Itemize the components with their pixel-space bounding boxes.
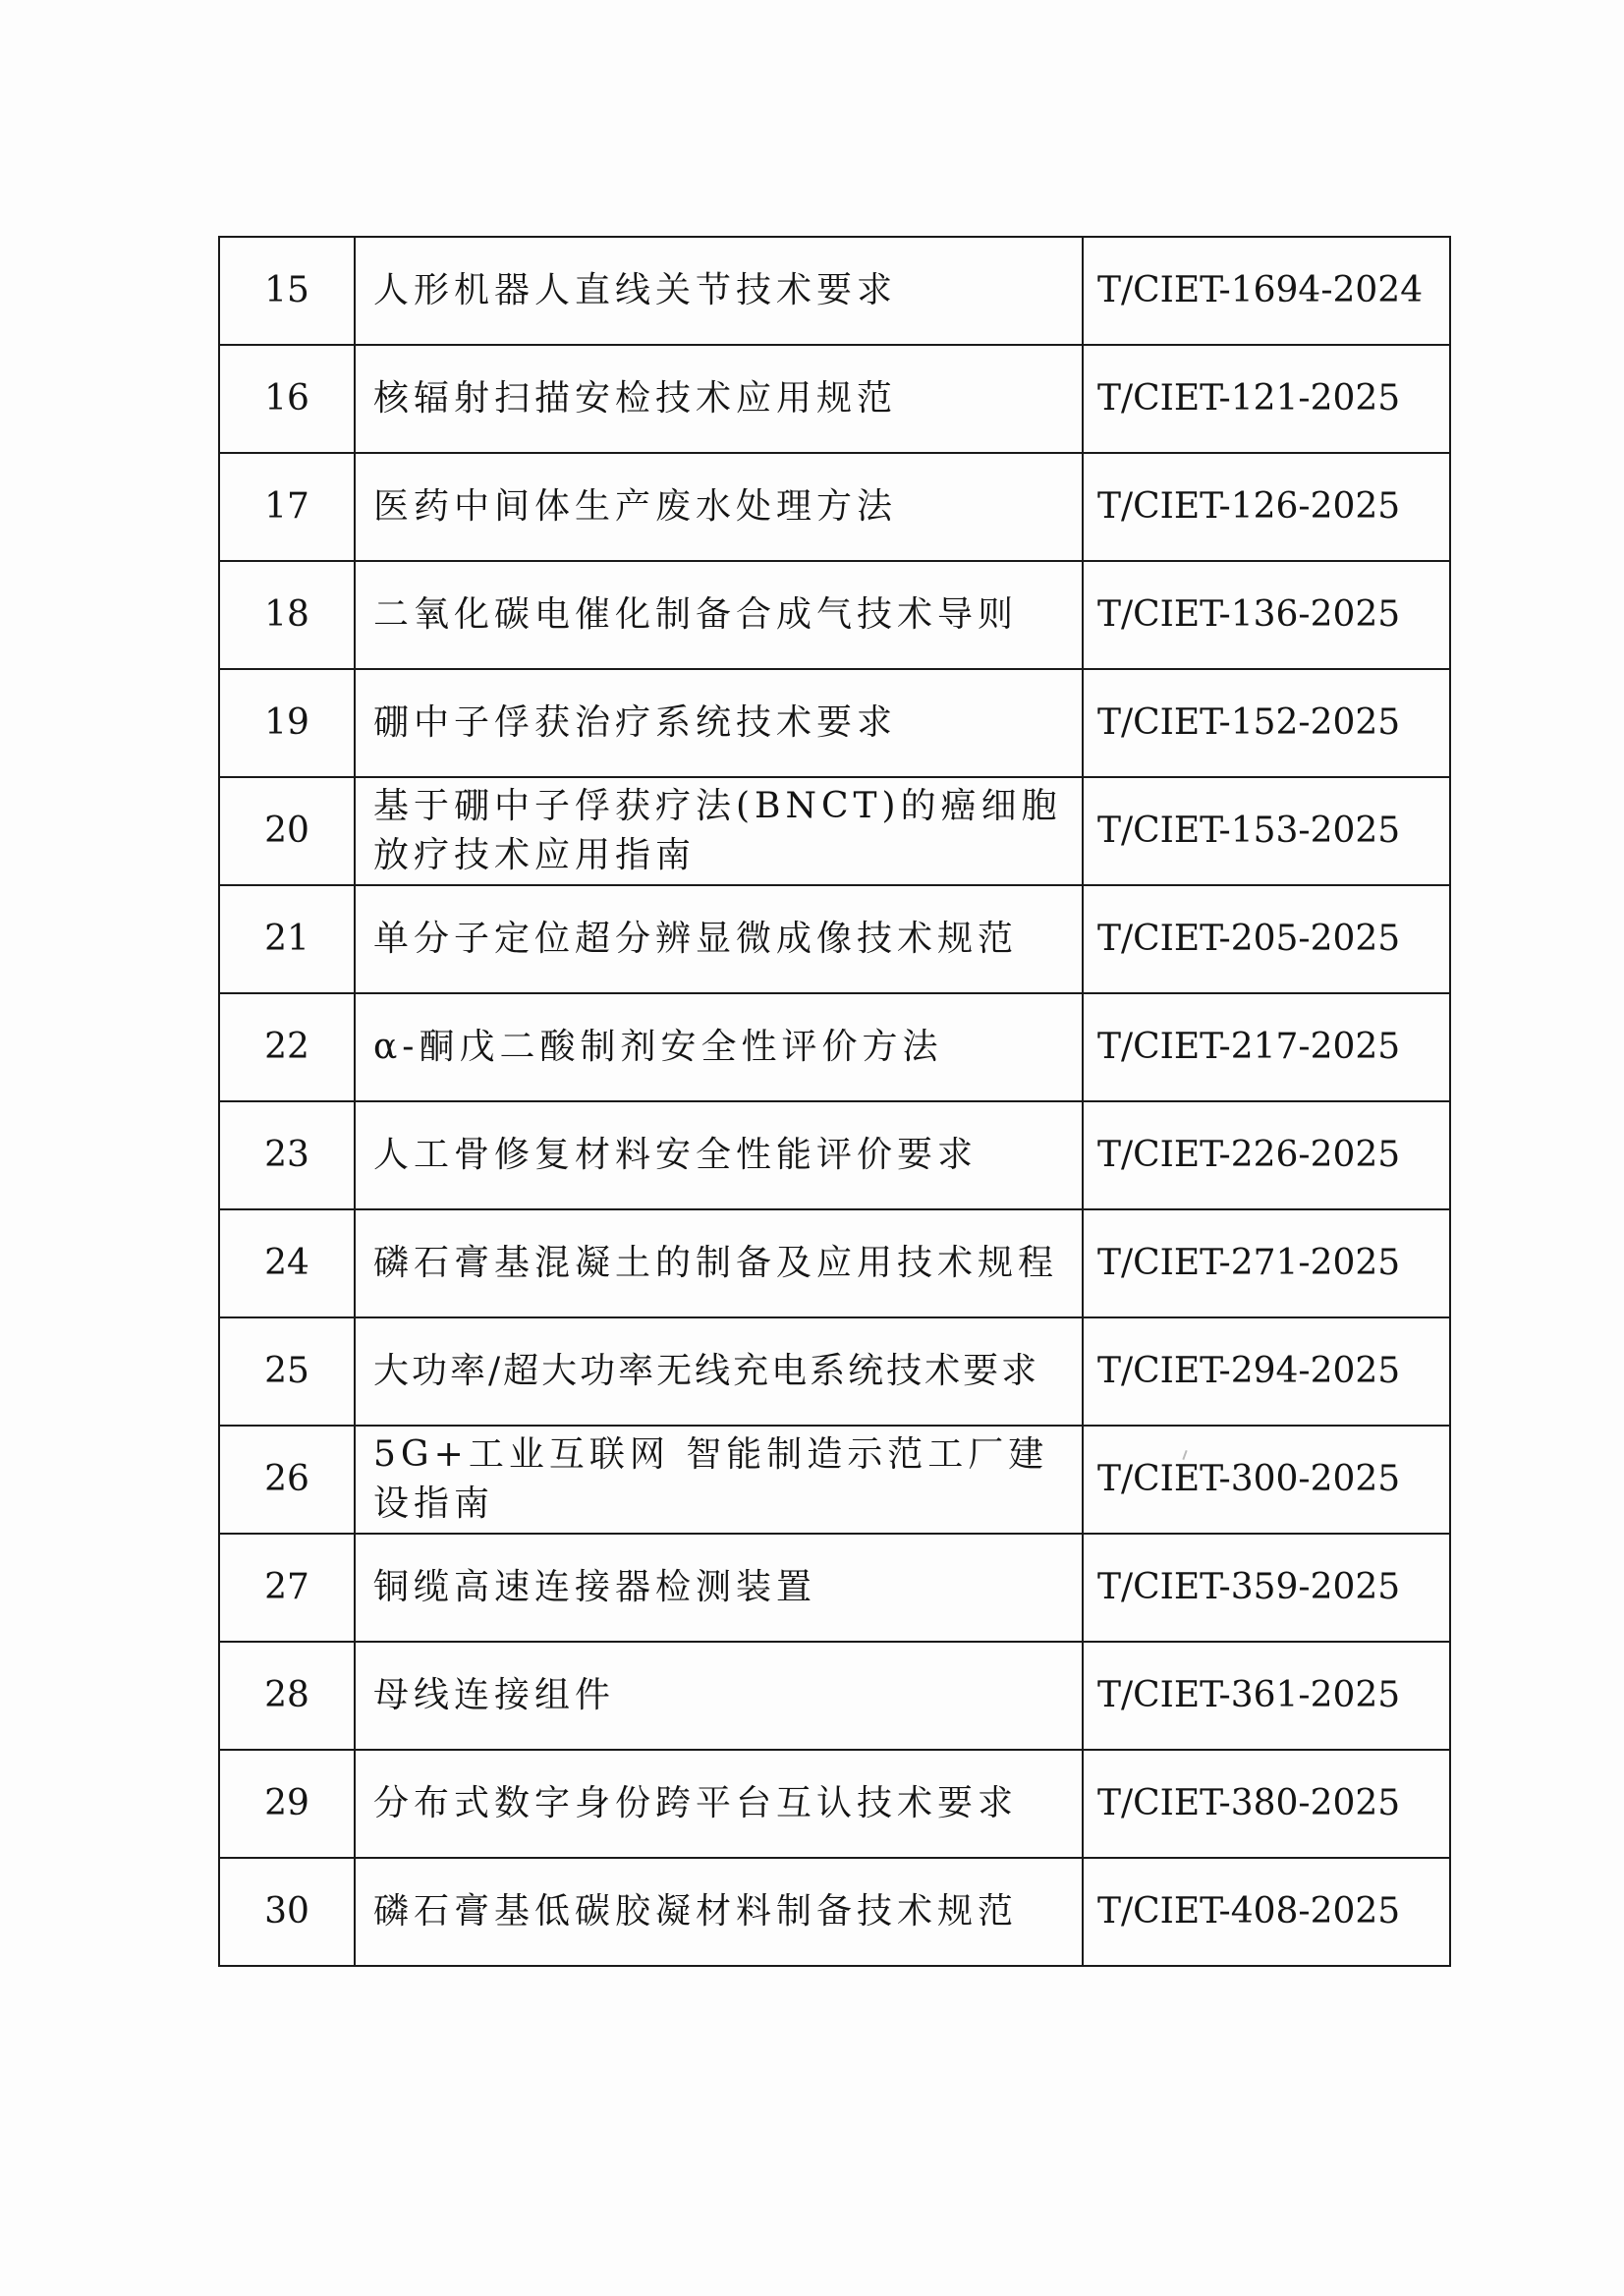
- table-row: [219, 1317, 1450, 1426]
- row-number: 26: [219, 1426, 355, 1534]
- standards-table: [218, 236, 1451, 1967]
- row-number: 22: [219, 993, 355, 1101]
- standard-name: 铜缆高速连接器检测装置: [355, 1534, 1083, 1642]
- table-row: [219, 1750, 1450, 1858]
- table-row: [219, 1426, 1450, 1534]
- table-row: [219, 669, 1450, 777]
- table-row: [219, 237, 1450, 345]
- standard-code: T/CIET-408-2025: [1083, 1858, 1450, 1966]
- standard-name: 人工骨修复材料安全性能评价要求: [355, 1101, 1083, 1209]
- table-row: [219, 1858, 1450, 1966]
- standard-name: 医药中间体生产废水处理方法: [355, 453, 1083, 561]
- row-number: 25: [219, 1317, 355, 1426]
- table-row: [219, 993, 1450, 1101]
- table-row: [219, 1642, 1450, 1750]
- table-row: [219, 777, 1450, 885]
- standard-code: T/CIET-294-2025: [1083, 1317, 1450, 1426]
- row-number: 21: [219, 885, 355, 993]
- table-row: [219, 1534, 1450, 1642]
- row-number: 18: [219, 561, 355, 669]
- standard-code: T/CIET-1694-2024: [1083, 237, 1450, 345]
- standard-name: 5G+工业互联网 智能制造示范工厂建设指南: [355, 1426, 1083, 1534]
- standard-code: T/CIET-226-2025: [1083, 1101, 1450, 1209]
- row-number: 17: [219, 453, 355, 561]
- standard-code: T/CIET-126-2025: [1083, 453, 1450, 561]
- standard-name: 核辐射扫描安检技术应用规范: [355, 345, 1083, 453]
- table-row: [219, 345, 1450, 453]
- standard-code: T/CIET-380-2025: [1083, 1750, 1450, 1858]
- table-row: [219, 453, 1450, 561]
- standard-code: T/CIET-271-2025: [1083, 1209, 1450, 1317]
- row-number: 16: [219, 345, 355, 453]
- standard-code: T/CIET-136-2025: [1083, 561, 1450, 669]
- standard-name: 硼中子俘获治疗系统技术要求: [355, 669, 1083, 777]
- row-number: 19: [219, 669, 355, 777]
- row-number: 28: [219, 1642, 355, 1750]
- standard-code: T/CIET-217-2025: [1083, 993, 1450, 1101]
- row-number: 15: [219, 237, 355, 345]
- standard-name: 磷石膏基混凝土的制备及应用技术规程: [355, 1209, 1083, 1317]
- standard-name: 分布式数字身份跨平台互认技术要求: [355, 1750, 1083, 1858]
- row-number: 20: [219, 777, 355, 885]
- table-row: [219, 561, 1450, 669]
- table-row: [219, 885, 1450, 993]
- standard-name: 二氧化碳电催化制备合成气技术导则: [355, 561, 1083, 669]
- standard-code: T/CIET-205-2025: [1083, 885, 1450, 993]
- row-number: 23: [219, 1101, 355, 1209]
- standard-code: T/CIET-359-2025: [1083, 1534, 1450, 1642]
- standard-name: 单分子定位超分辨显微成像技术规范: [355, 885, 1083, 993]
- standard-code: T/CIET-300-2025: [1083, 1426, 1450, 1534]
- row-number: 24: [219, 1209, 355, 1317]
- standard-name: 大功率/超大功率无线充电系统技术要求: [355, 1317, 1083, 1426]
- row-number: 27: [219, 1534, 355, 1642]
- standard-name: 磷石膏基低碳胶凝材料制备技术规范: [355, 1858, 1083, 1966]
- standard-code: T/CIET-121-2025: [1083, 345, 1450, 453]
- table-row: [219, 1101, 1450, 1209]
- standard-name: α-酮戊二酸制剂安全性评价方法: [355, 993, 1083, 1101]
- standard-code: T/CIET-152-2025: [1083, 669, 1450, 777]
- standard-name: 基于硼中子俘获疗法(BNCT)的癌细胞放疗技术应用指南: [355, 777, 1083, 885]
- row-number: 30: [219, 1858, 355, 1966]
- table-row: [219, 1209, 1450, 1317]
- row-number: 29: [219, 1750, 355, 1858]
- standard-code: T/CIET-361-2025: [1083, 1642, 1450, 1750]
- standard-code: T/CIET-153-2025: [1083, 777, 1450, 885]
- standard-name: 母线连接组件: [355, 1642, 1083, 1750]
- standard-name: 人形机器人直线关节技术要求: [355, 237, 1083, 345]
